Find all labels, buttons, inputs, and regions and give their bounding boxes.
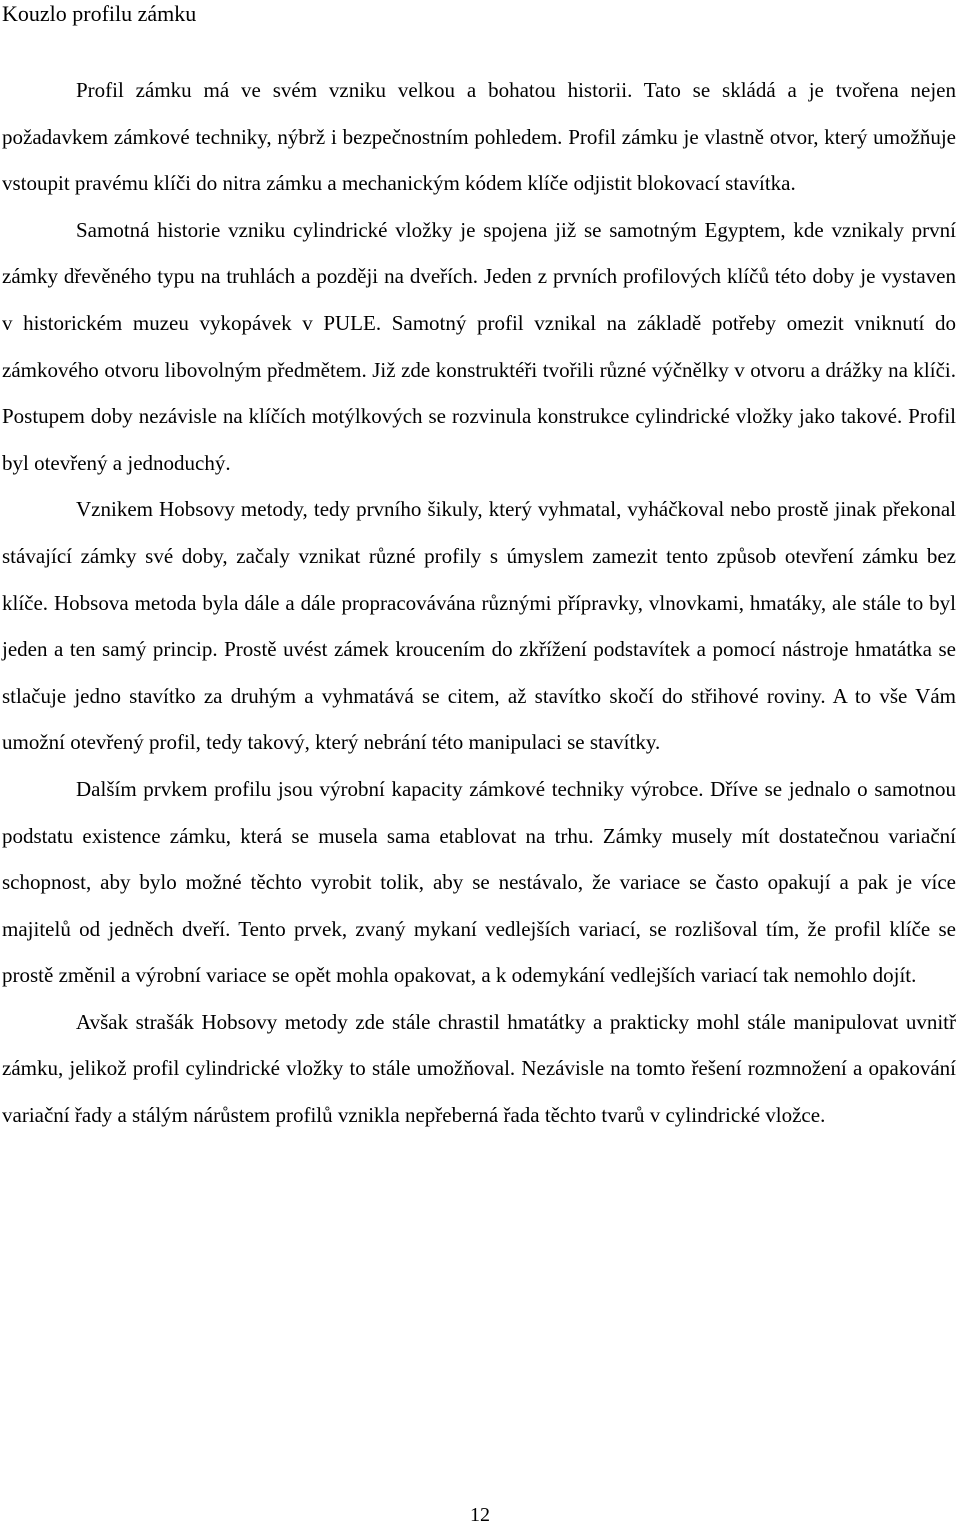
paragraph-1: Profil zámku má ve svém vzniku velkou a bohatou historii. Tato se skládá a je tvořena nejen požadavkem zámkové techniky, nýbrž i bezpečnostním pohledem. Profil zámku je vlastně otvor, který umožňuje vstoupit pravému klíči do nitra zámku a mechanickým kódem klíče odjistit blokovací stavítka.: [2, 78, 956, 196]
document-body: [2, 67, 956, 1139]
document-title: Kouzlo profilu zámku: [2, 1, 197, 26]
paragraph-2: Samotná historie vzniku cylindrické vložky je spojena již se samotným Egyptem, kde vznikaly první zámky dřevěného typu na truhlách a později na dveřích. Jeden z prvních profilových klíčů této doby je vystaven v historickém muzeu vykopávek v PULE. Samotný profil vznikal na základě potřeby omezit vniknutí do zámkového otvoru libovolným předmětem. Již zde konstruktéři tvořili různé výčnělky v otvoru a drážky na klíči. Postupem doby nezávisle na klíčích motýlkových se rozvinula konstrukce cylindrické vložky jako takové. Profil byl otevřený a jednoduchý.: [2, 217, 956, 475]
paragraph-3: Vznikem Hobsovy metody, tedy prvního šikuly, který vyhmatal, vyháčkoval nebo prostě jinak překonal stávající zámky své doby, začaly vznikat různé profily s úmyslem zamezit tento způsob otevření zámku bez klíče. Hobsova metoda byla dále a dále propracovávána různými přípravky, vlnovkami, hmatáky, ale stále to byl jeden a ten samý princip. Prostě uvést zámek kroucením do zkřížení podstavítek a pomocí nástroje hmatátka se stlačuje jedno stavítko za druhým a vyhmatává se citem, až stavítko skočí do střihové roviny. A to vše Vám umožní otevřený profil, tedy takový, který nebrání této manipulaci se stavítky.: [2, 497, 956, 755]
paragraph-4: Dalším prvkem profilu jsou výrobní kapacity zámkové techniky výrobce. Dříve se jednalo o samotnou podstatu existence zámku, která se musela sama etablovat na trhu. Zámky musely mít dostatečnou variační schopnost, aby bylo možné těchto vyrobit tolik, aby se nestávalo, že variace se často opakují a pak je více majitelů od jedněch dveří. Tento prvek, zvaný mykaní vedlejších variací, se rozlišoval tím, že profil klíče se prostě změnil a výrobní variace se opět mohla opakovat, a k odemykání vedlejších variací tak nemohlo dojít.: [2, 776, 956, 988]
paragraph-5: Avšak strašák Hobsovy metody zde stále chrastil hmatátky a prakticky mohl stále manipulovat uvnitř zámku, jelikož profil cylindrické vložky to stále umožňoval. Nezávisle na tomto řešení rozmnožení a opakování variační řady a stálým nárůstem profilů vznikla nepřeberná řada těchto tvarů v cylindrické vložce.: [2, 1009, 956, 1128]
page-number: 12: [470, 1504, 490, 1526]
